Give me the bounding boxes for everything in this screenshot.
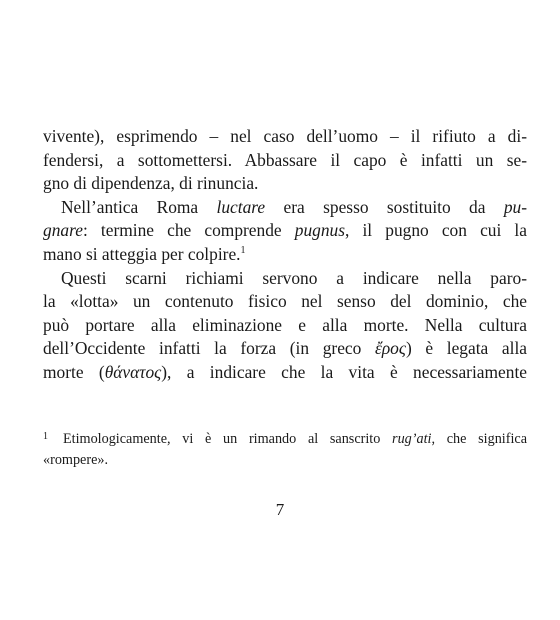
text-run: dell’Occidente infatti la forza (in greco [43,338,375,359]
footnote-marker: 1 [43,431,48,442]
body-line-8 [43,290,527,314]
text-run: , che significa [431,431,527,447]
text-run: : termine che comprende [82,220,295,241]
text-run: era spesso sostituito da [265,196,504,217]
italic-term: pugnus [294,220,345,241]
body-line-3 [43,172,527,196]
footnote-1 [43,426,527,450]
text-run: ) è legata alla [405,338,528,359]
text-run: morte ( [43,361,105,382]
body-line-1 [43,125,527,149]
italic-term: gnare [43,220,83,241]
text-run: Etimologicamente, vi è un rimando al sanscrito [63,431,393,447]
body-line-7 [43,267,527,291]
page-number: 7 [275,500,285,519]
body-line-5 [43,219,527,243]
text-run: mano si atteggia per colpire. [43,243,241,264]
body-line-10 [43,337,527,361]
text-run: ), a indicare che la vita è necessariamente [161,361,527,382]
italic-term: luctare [216,196,266,217]
italic-term: rug’ati [392,431,432,447]
body-text [43,125,527,385]
footnotes [43,426,527,471]
text-run: fendersi, a sottomettersi. Abbassare il capo è infatti un se- [43,149,527,170]
greek-term: θάνατος [104,361,162,382]
footnote-reference: 1 [240,244,246,256]
text-run: «rompere». [43,452,109,468]
text-run: Questi scarni richiami servono a indicare nella paro- [61,267,527,288]
body-line-2 [43,149,527,173]
text-run: vivente), esprimendo – nel caso dell’uomo – il rifiuto a di- [43,126,527,146]
body-line-9 [43,314,527,338]
italic-term: pu- [503,196,528,217]
footnote-1-continuation [43,450,527,471]
text-run: , il pugno con cui la [345,220,527,241]
text-run: la «lotta» un contenuto fisico nel senso del dominio, che [43,291,527,312]
text-run: gno di dipendenza, di rinuncia. [43,173,259,194]
greek-term: ἔρος [374,338,406,359]
body-line-6 [43,243,527,267]
text-run: può portare alla eliminazione e alla morte. Nella cultura [43,314,527,335]
body-line-4 [43,196,527,220]
text-run: Nell’antica Roma [61,196,217,217]
body-line-11 [43,361,527,385]
